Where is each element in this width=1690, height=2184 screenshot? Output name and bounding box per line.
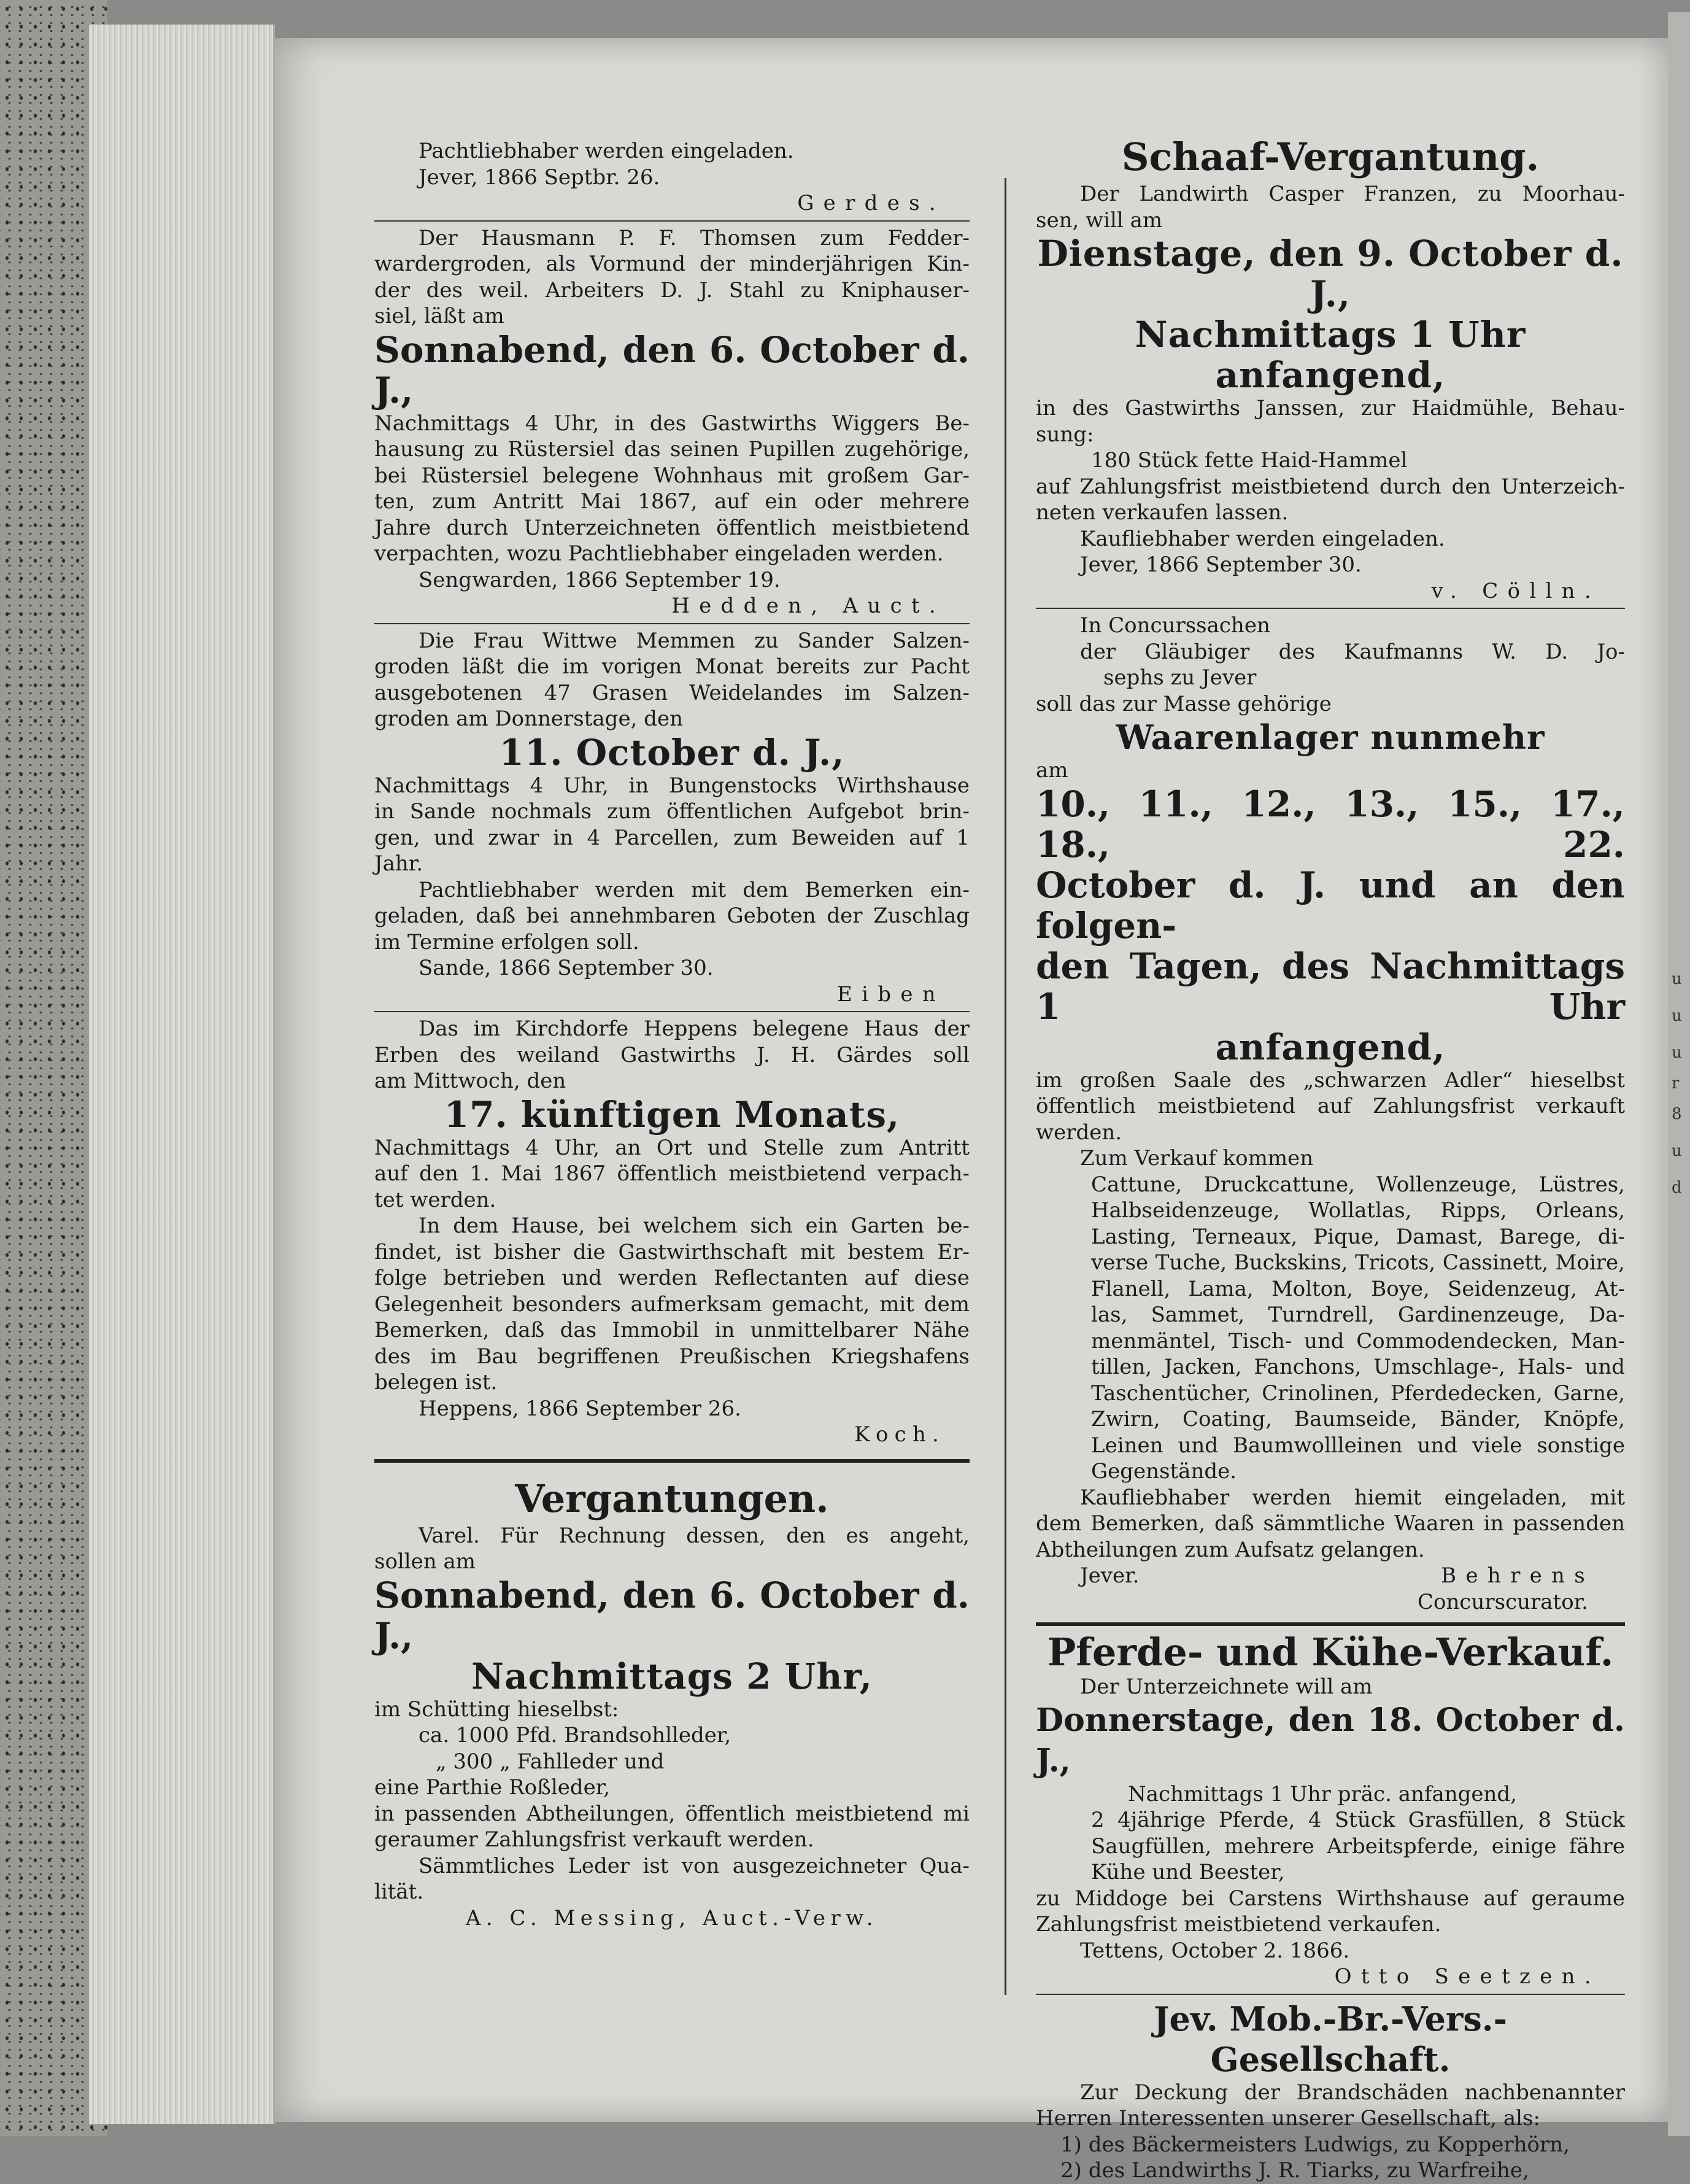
notice-line: Pachtliebhaber werden eingeladen. <box>419 139 794 163</box>
notice-line: Varel. Für Rechnung dessen, den es angeht, <box>419 1523 970 1548</box>
notice-line: wardergroden, als Vormund der minderjährigen Kin- <box>374 252 970 276</box>
item-line: ca. 1000 Pfd. Brandsohlleder, <box>419 1723 731 1748</box>
notice-date-heading: Sonnabend, den 6. October d. J., <box>374 1574 970 1657</box>
notice-place-date: Jever, 1866 Septbr. 26. <box>419 165 660 190</box>
notice-line: neten verkaufen lassen. <box>1036 500 1289 525</box>
notice-line: Zahlungsfrist meistbietend verkaufen. <box>1036 1912 1441 1937</box>
notice-line: Der Landwirth Casper Franzen, zu Moorhau- <box>1080 182 1625 206</box>
notice-line: Das im Kirchdorfe Heppens belegene Haus der <box>419 1016 970 1041</box>
notice-divider <box>374 1011 970 1012</box>
notice-schaaf-vergantung <box>1036 133 1625 604</box>
notice-date-heading: 10., 11., 12., 13., 15., 17., 18., 22. <box>1036 783 1625 865</box>
notice-line: In dem Hause, bei welchem sich ein Garten be- <box>419 1214 970 1238</box>
notice-line: findet, ist bisher die Gastwirthschaft mit bestem Er- <box>374 1239 970 1264</box>
notice-footer <box>1036 1563 1625 1589</box>
notice-line: Sämmtliches Leder ist von ausgezeichneter Qua- <box>419 1853 970 1878</box>
notice-line: In Concurssachen <box>1080 613 1270 638</box>
notice-line: des im Bau begriffenen Preußischen Kriegshafens <box>374 1344 970 1369</box>
notice-date-heading: Dienstage, den 9. October d. J., <box>1037 233 1624 315</box>
notice-line: im Termine erfolgen soll. <box>374 929 639 955</box>
margin-glyph: 8 <box>1672 1105 1682 1123</box>
notice-line: folge betrieben und werden Reflectanten auf diese <box>374 1266 970 1290</box>
notice-line: auf den 1. Mai 1867 öffentlich meistbietend verpach- <box>374 1161 970 1186</box>
goods-line: verse Tuche, Buckskins, Tricots, Cassinett, Moire, <box>1091 1250 1625 1275</box>
notice-line: Nachmittags 4 Uhr, an Ort und Stelle zum Antritt <box>374 1135 970 1160</box>
notice-line: der des weil. Arbeiters D. J. Stahl zu Kniphauser- <box>374 277 970 303</box>
notice-line: Zur Deckung der Brandschäden nachbenannter <box>1080 2080 1625 2105</box>
notice-line: zu Middoge bei Carstens Wirthshause auf geraume <box>1036 1886 1625 1911</box>
notice-gerdes <box>374 138 970 217</box>
notice-line: Erben des weiland Gastwirths J. H. Gärdes soll <box>374 1042 970 1067</box>
notice-title: Schaaf-Vergantung. <box>1121 134 1540 179</box>
notice-line: Die Frau Wittwe Memmen zu Sander Salzen- <box>419 628 970 653</box>
notice-line: hausung zu Rüstersiel das seinen Pupillen zugehörige, <box>374 437 970 462</box>
notice-line: im Schütting hieselbst: <box>374 1697 619 1722</box>
item-line: eine Parthie Roßleder, <box>374 1775 611 1800</box>
notice-title: Pferde- und Kühe-Verkauf. <box>1047 1630 1614 1675</box>
section-divider <box>374 1459 970 1463</box>
notice-line: ten, zum Antritt Mai 1867, auf ein oder mehrere <box>374 489 970 514</box>
margin-glyph: r <box>1672 1074 1680 1093</box>
list-item: 2) des Landwirths J. R. Tiarks, zu Warfreihe, <box>1060 2158 1529 2183</box>
notice-heppens <box>374 1016 970 1448</box>
goods-line: menmäntel, Tisch- und Commodendecken, Man- <box>1091 1328 1625 1353</box>
notice-thomsen <box>374 225 970 619</box>
notice-concurs <box>1036 613 1625 1615</box>
goods-line: Zwirn, Coating, Baumseide, Bänder, Knöpfe, <box>1091 1407 1625 1431</box>
notice-line: sollen am <box>374 1549 476 1574</box>
notice-line: ausgebotenen 47 Grasen Weidelandes im Salzen- <box>374 680 970 705</box>
notice-memmen <box>374 628 970 1008</box>
notice-signature: v. Cölln. <box>1431 578 1600 603</box>
notice-line: Der Hausmann P. F. Thomsen zum Fedder- <box>419 225 970 250</box>
notice-versicherung <box>1036 1999 1625 2184</box>
goods-line: tillen, Jacken, Fanchons, Umschlage-, Hals- und <box>1091 1355 1625 1379</box>
margin-glyph: d <box>1672 1179 1682 1197</box>
notice-date-heading: anfangend, <box>1215 1026 1446 1068</box>
notice-heading: Waarenlager nunmehr <box>1116 718 1545 757</box>
item-line: „ 300 „ Fahlleder und <box>436 1749 665 1774</box>
notice-place-date: Jever. <box>1080 1563 1140 1588</box>
notice-line: in des Gastwirths Janssen, zur Haidmühle, Behau- <box>1036 396 1625 420</box>
notice-line: dem Bemerken, daß sämmtliche Waaren in passenden <box>1036 1511 1625 1536</box>
notice-title: Jev. Mob.-Br.-Vers.-Gesellschaft. <box>1154 1999 1507 2079</box>
next-page-strip <box>1668 12 1690 2136</box>
notice-line: groden am Donnerstage, den <box>374 707 683 731</box>
notice-line: in Sande nochmals zum öffentlichen Aufgebot brin- <box>374 799 970 824</box>
notice-line: geraumer Zahlungsfrist verkauft werden. <box>374 1827 814 1852</box>
notice-line: der Gläubiger des Kaufmanns W. D. Jo- <box>1080 639 1625 664</box>
notice-line: Nachmittags 4 Uhr, in Bungenstocks Wirthshause <box>374 773 970 798</box>
notice-signature: Otto Seetzen. <box>1334 1964 1600 1989</box>
notice-divider <box>374 623 970 624</box>
margin-glyph: u <box>1672 1142 1682 1160</box>
goods-line: Flanell, Lama, Molton, Boye, Seidenzeug, At- <box>1091 1276 1625 1301</box>
notice-pferde-verkauf <box>1036 1631 1625 1990</box>
notice-line: Jahr. <box>374 851 423 876</box>
notice-signature: Gerdes. <box>797 191 945 215</box>
notice-line: Nachmittags 1 Uhr präc. anfangend, <box>1128 1781 1517 1806</box>
notice-place-date: Jever, 1866 September 30. <box>1080 552 1362 577</box>
notice-line: öffentlich meistbietend auf Zahlungsfrist verkauft <box>1036 1094 1625 1118</box>
notice-divider <box>1036 1994 1625 1995</box>
notice-line: Jahre durch Unterzeichneten öffentlich meistbietend <box>374 515 970 540</box>
notice-line: sung: <box>1036 422 1094 447</box>
notice-line: auf Zahlungsfrist meistbietend durch den Unterzeich- <box>1036 474 1625 499</box>
column-rule <box>1005 178 1006 1995</box>
notice-line: Gelegenheit besonders aufmerksam gemacht, mit dem <box>374 1291 970 1317</box>
notice-signature: Eiben <box>837 982 945 1007</box>
notice-place-date: Sande, 1866 September 30. <box>419 956 714 980</box>
notice-date-heading: Donnerstage, den 18. October d. J., <box>1036 1701 1625 1779</box>
goods-line: Taschentücher, Crinolinen, Pferdedecken, Garne, <box>1091 1380 1625 1406</box>
notice-line: Zum Verkauf kommen <box>1080 1146 1314 1171</box>
notice-line: geladen, daß bei annehmbaren Geboten der Zuschlag <box>374 904 970 928</box>
notice-line: am <box>1036 758 1068 783</box>
margin-glyph: u <box>1672 970 1682 988</box>
notice-line: am Mittwoch, den <box>374 1069 566 1093</box>
notice-divider <box>374 220 970 222</box>
goods-line: Lasting, Terneaux, Pique, Damast, Barege, di- <box>1091 1224 1625 1249</box>
notice-line: tet werden. <box>374 1187 496 1212</box>
notice-place-date: Sengwarden, 1866 September 19. <box>419 567 781 592</box>
margin-glyph: u <box>1672 1007 1682 1025</box>
notice-line: Der Unterzeichnete will am <box>1080 1675 1373 1699</box>
item-line: Kühe und Beester, <box>1091 1860 1285 1884</box>
notice-time-heading: Nachmittags 2 Uhr, <box>471 1655 873 1697</box>
notice-line: belegen ist. <box>374 1370 498 1395</box>
notice-divider <box>1036 608 1625 609</box>
notice-line: Nachmittags 4 Uhr, in des Gastwirths Wiggers Be- <box>374 411 970 436</box>
notice-line: siel, läßt am <box>374 304 504 328</box>
section-title: Vergantungen. <box>515 1476 829 1521</box>
notice-line: lität. <box>374 1880 424 1904</box>
goods-line: las, Sammet, Turndrell, Gardinenzeuge, Da- <box>1091 1303 1625 1327</box>
item-line: 2 4jährige Pferde, 4 Stück Grasfüllen, 8 Stück <box>1091 1808 1625 1832</box>
right-column <box>1036 134 1625 2184</box>
notice-signature: A. C. Messing, Auct.-Verw. <box>465 1905 879 1930</box>
notice-line: Pachtliebhaber werden mit dem Bemerken ein- <box>419 877 970 902</box>
section-vergantungen <box>374 1475 970 1932</box>
notice-date-heading: 17. künftigen Monats, <box>444 1093 900 1136</box>
notice-line: Kaufliebhaber werden hiemit eingeladen, mit <box>1080 1485 1625 1510</box>
notice-line: gen, und zwar in 4 Parcellen, zum Beweiden auf 1 <box>374 825 970 850</box>
notice-line: Kaufliebhaber werden eingeladen. <box>1080 526 1445 551</box>
notice-line: soll das zur Masse gehörige <box>1036 691 1332 716</box>
notice-time-heading: Nachmittags 1 Uhr anfangend, <box>1135 314 1526 396</box>
notice-line: bei Rüstersiel belegene Wohnhaus mit großem Gar- <box>374 463 970 488</box>
notice-place-date: Tettens, October 2. 1866. <box>1080 1938 1350 1963</box>
notice-signature: Behrens <box>1441 1563 1594 1588</box>
goods-list <box>1036 1172 1625 1485</box>
notice-line: werden. <box>1036 1120 1122 1145</box>
item-line: Saugfüllen, mehrere Arbeitspferde, einige fähre <box>1091 1834 1625 1859</box>
goods-line: Halbseidenzeuge, Wollatlas, Ripps, Orleans, <box>1091 1198 1625 1223</box>
notice-line: sen, will am <box>1036 207 1163 233</box>
notice-line: groden läßt die im vorigen Monat bereits zur Pacht <box>374 654 970 679</box>
notice-line: im großen Saale des „schwarzen Adler“ hieselbst <box>1036 1067 1625 1093</box>
notice-date-heading: Sonnabend, den 6. October d. J., <box>374 328 970 411</box>
list-item: 1) des Bäckermeisters Ludwigs, zu Kopperhörn, <box>1060 2132 1570 2157</box>
notice-signature: Hedden, Auct. <box>671 594 945 618</box>
notice-place-date: Heppens, 1866 September 26. <box>419 1396 741 1421</box>
notice-line: Bemerken, daß das Immobil in unmittelbarer Nähe <box>374 1318 970 1342</box>
notice-signature: Koch. <box>854 1422 945 1447</box>
goods-line: Leinen und Baumwollleinen und viele sonstige <box>1091 1433 1625 1458</box>
notice-line: sephs zu Jever <box>1103 665 1257 690</box>
notice-signature-title: Concurscurator. <box>1418 1589 1588 1614</box>
notice-line: verpachten, wozu Pachtliebhaber eingeladen werden. <box>374 541 944 566</box>
page-edges <box>89 25 275 2124</box>
notice-line: in passenden Abtheilungen, öffentlich meistbietend mi <box>374 1801 970 1826</box>
notice-line: Abtheilungen zum Aufsatz gelangen. <box>1036 1537 1425 1562</box>
item-line: 180 Stück fette Haid-Hammel <box>1091 448 1408 473</box>
notice-date-heading: October d. J. und an den folgen- <box>1036 864 1625 947</box>
left-column <box>374 138 970 1931</box>
item-list <box>1036 1807 1625 1886</box>
goods-line: Gegenstände. <box>1091 1459 1237 1484</box>
goods-line: Cattune, Druckcattune, Wollenzeuge, Lüstres, <box>1091 1172 1625 1197</box>
margin-glyph: u <box>1672 1044 1682 1062</box>
section-divider <box>1036 1622 1625 1626</box>
notice-line: Herren Interessenten unserer Gesellschaft, als: <box>1036 2106 1540 2131</box>
notice-date-heading: den Tagen, des Nachmittags 1 Uhr <box>1036 945 1625 1028</box>
notice-date-heading: 11. October d. J., <box>499 731 845 773</box>
